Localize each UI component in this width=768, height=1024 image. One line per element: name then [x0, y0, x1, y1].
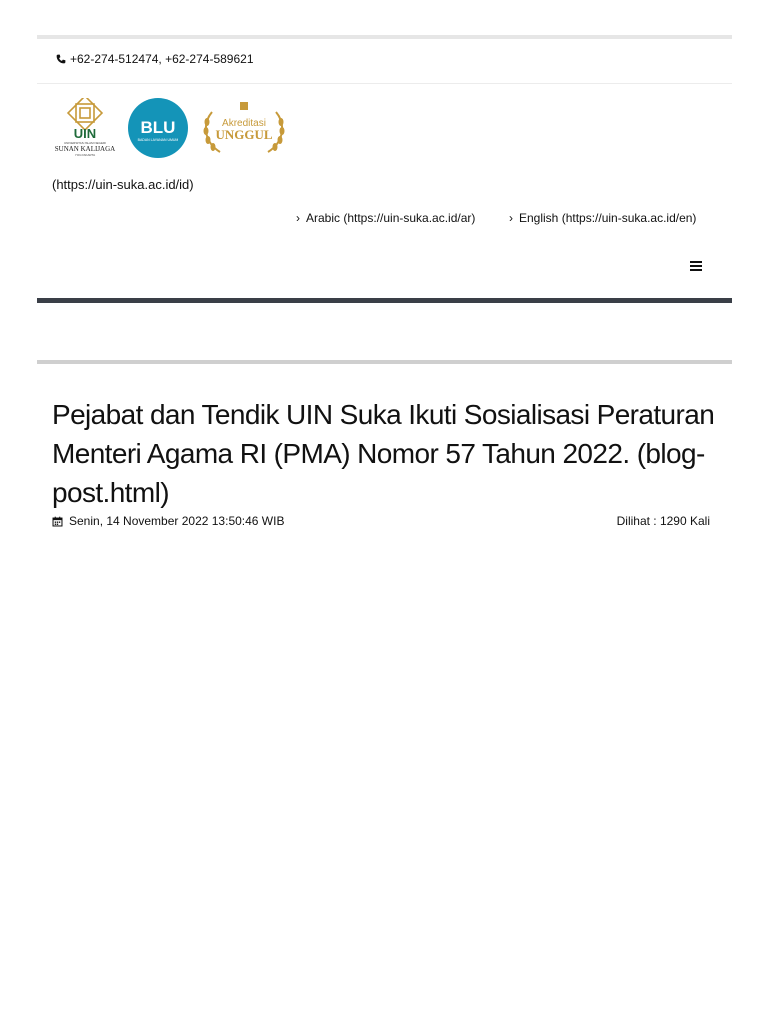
language-label: English (https://uin-suka.ac.id/en) [519, 211, 697, 225]
view-count: Dilihat : 1290 Kali [616, 514, 710, 528]
navigation-bar [37, 298, 732, 303]
phone-icon [56, 54, 66, 64]
home-link[interactable]: (https://uin-suka.ac.id/id) [52, 177, 194, 192]
svg-text:SUNAN KALIJAGA: SUNAN KALIJAGA [54, 145, 116, 153]
top-divider [37, 35, 732, 39]
language-label: Arabic (https://uin-suka.ac.id/ar) [306, 211, 476, 225]
svg-text:UIN: UIN [73, 126, 97, 141]
article-date [52, 514, 284, 528]
calendar-icon [52, 516, 63, 527]
hamburger-menu-icon[interactable] [690, 259, 706, 275]
chevron-right-icon: › [296, 211, 300, 225]
uin-logo[interactable] [52, 98, 118, 158]
svg-text:BADAN LAYANAN UMUM: BADAN LAYANAN UMUM [137, 138, 179, 142]
article-title[interactable]: Pejabat dan Tendik UIN Suka Ikuti Sosialisasi Peraturan Menteri Agama RI (PMA) Nomor 57 Tahun 2022. (blog-post.html) [52, 399, 715, 508]
chevron-right-icon: › [509, 211, 513, 225]
akreditasi-unggul-logo[interactable] [198, 98, 290, 158]
svg-text:UNIVERSITAS ISLAM NEGERI: UNIVERSITAS ISLAM NEGERI [64, 141, 106, 145]
date-text: Senin, 14 November 2022 13:50:46 WIB [69, 514, 285, 528]
language-link-english[interactable] [509, 211, 696, 225]
svg-text:UNGGUL: UNGGUL [215, 127, 273, 142]
language-link-arabic[interactable] [296, 211, 475, 225]
svg-text:YOGYAKARTA: YOGYAKARTA [74, 153, 96, 157]
section-divider [37, 360, 732, 364]
contact-phone [56, 52, 254, 66]
svg-text:Akreditasi: Akreditasi [222, 118, 266, 129]
blu-logo[interactable] [126, 98, 190, 158]
svg-text:BLU: BLU [140, 118, 176, 137]
phone-numbers: +62-274-512474, +62-274-589621 [70, 52, 254, 66]
logo-group [52, 98, 290, 158]
header-divider [37, 83, 732, 84]
